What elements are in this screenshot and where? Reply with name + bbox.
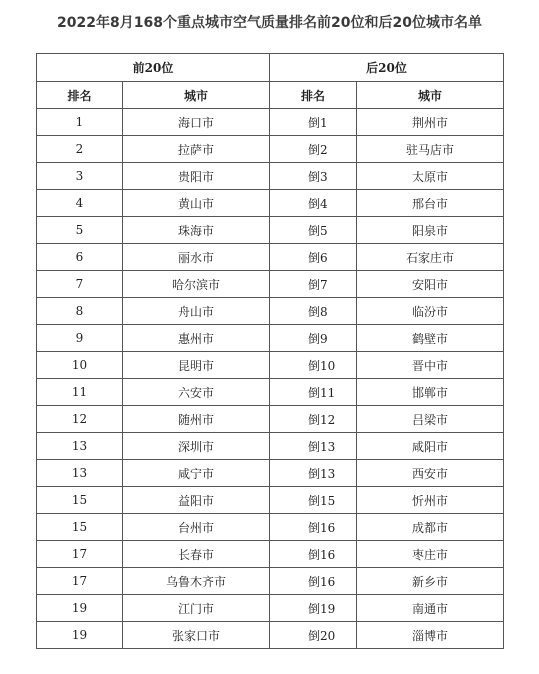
table-row: [37, 379, 504, 406]
table-row: [37, 217, 504, 244]
rank-cell: 5: [37, 217, 123, 244]
rank-cell: 15: [37, 487, 123, 514]
table-row: [37, 352, 504, 379]
city-cell: 黄山市: [123, 190, 270, 217]
back-rank-cell: 倒6: [270, 244, 357, 271]
page-title: 2022年8月168个重点城市空气质量排名前20位和后20位城市名单: [57, 15, 482, 31]
table-body: [37, 109, 504, 649]
table-row: [37, 541, 504, 568]
table-row: [37, 460, 504, 487]
back-rank-cell: 倒8: [270, 298, 357, 325]
rank-cell: 9: [37, 325, 123, 352]
table-row: [37, 514, 504, 541]
back-city-cell: 新乡市: [357, 568, 504, 595]
city-cell: 惠州市: [123, 325, 270, 352]
city-cell: 拉萨市: [123, 136, 270, 163]
table-row: [37, 109, 504, 136]
city-cell: 丽水市: [123, 244, 270, 271]
column-header-rank: 排名: [37, 82, 123, 109]
rank-cell: 1: [37, 109, 123, 136]
column-header-row: [37, 82, 504, 109]
city-cell: 咸宁市: [123, 460, 270, 487]
rank-cell: 11: [37, 379, 123, 406]
table-row: [37, 136, 504, 163]
back-city-cell: 成都市: [357, 514, 504, 541]
city-cell: 珠海市: [123, 217, 270, 244]
back-city-cell: 吕梁市: [357, 406, 504, 433]
rank-cell: 19: [37, 622, 123, 649]
city-cell: 长春市: [123, 541, 270, 568]
back-rank-cell: 倒9: [270, 325, 357, 352]
city-cell: 贵阳市: [123, 163, 270, 190]
back-rank-cell: 倒16: [270, 568, 357, 595]
ranking-table: [36, 53, 504, 649]
rank-cell: 12: [37, 406, 123, 433]
back-rank-cell: 倒16: [270, 514, 357, 541]
table-row: [37, 487, 504, 514]
table-row: [37, 595, 504, 622]
city-cell: 台州市: [123, 514, 270, 541]
city-cell: 随州市: [123, 406, 270, 433]
back-rank-cell: 倒2: [270, 136, 357, 163]
table-row: [37, 406, 504, 433]
back-city-cell: 枣庄市: [357, 541, 504, 568]
back-rank-cell: 倒7: [270, 271, 357, 298]
city-cell: 张家口市: [123, 622, 270, 649]
back-city-cell: 临汾市: [357, 298, 504, 325]
rank-cell: 10: [37, 352, 123, 379]
city-cell: 舟山市: [123, 298, 270, 325]
back-rank-cell: 倒3: [270, 163, 357, 190]
rank-cell: 3: [37, 163, 123, 190]
back-rank-cell: 倒16: [270, 541, 357, 568]
back-rank-cell: 倒10: [270, 352, 357, 379]
group-header-front: 前20位: [37, 54, 270, 82]
column-header-back-rank: 排名: [270, 82, 357, 109]
back-rank-cell: 倒15: [270, 487, 357, 514]
table-row: [37, 244, 504, 271]
table-row: [37, 190, 504, 217]
back-city-cell: 鹤壁市: [357, 325, 504, 352]
back-city-cell: 太原市: [357, 163, 504, 190]
rank-cell: 13: [37, 460, 123, 487]
back-city-cell: 邢台市: [357, 190, 504, 217]
rank-cell: 7: [37, 271, 123, 298]
rank-cell: 17: [37, 541, 123, 568]
back-city-cell: 忻州市: [357, 487, 504, 514]
column-header-city: 城市: [123, 82, 270, 109]
table-row: [37, 568, 504, 595]
table-row: [37, 271, 504, 298]
back-city-cell: 驻马店市: [357, 136, 504, 163]
back-rank-cell: 倒19: [270, 595, 357, 622]
city-cell: 六安市: [123, 379, 270, 406]
city-cell: 深圳市: [123, 433, 270, 460]
back-rank-cell: 倒12: [270, 406, 357, 433]
back-rank-cell: 倒20: [270, 622, 357, 649]
column-header-back-city: 城市: [357, 82, 504, 109]
rank-cell: 8: [37, 298, 123, 325]
city-cell: 海口市: [123, 109, 270, 136]
back-rank-cell: 倒11: [270, 379, 357, 406]
back-city-cell: 晋中市: [357, 352, 504, 379]
rank-cell: 4: [37, 190, 123, 217]
back-rank-cell: 倒13: [270, 433, 357, 460]
back-rank-cell: 倒5: [270, 217, 357, 244]
back-rank-cell: 倒4: [270, 190, 357, 217]
back-rank-cell: 倒13: [270, 460, 357, 487]
rank-cell: 17: [37, 568, 123, 595]
table-row: [37, 325, 504, 352]
back-city-cell: 南通市: [357, 595, 504, 622]
city-cell: 江门市: [123, 595, 270, 622]
city-cell: 乌鲁木齐市: [123, 568, 270, 595]
back-city-cell: 淄博市: [357, 622, 504, 649]
group-header-back: 后20位: [270, 54, 504, 82]
city-cell: 哈尔滨市: [123, 271, 270, 298]
group-header-row: [37, 54, 504, 82]
rank-cell: 2: [37, 136, 123, 163]
back-city-cell: 阳泉市: [357, 217, 504, 244]
back-city-cell: 西安市: [357, 460, 504, 487]
back-city-cell: 咸阳市: [357, 433, 504, 460]
back-city-cell: 邯郸市: [357, 379, 504, 406]
back-city-cell: 安阳市: [357, 271, 504, 298]
back-rank-cell: 倒1: [270, 109, 357, 136]
city-cell: 益阳市: [123, 487, 270, 514]
back-city-cell: 石家庄市: [357, 244, 504, 271]
rank-cell: 19: [37, 595, 123, 622]
rank-cell: 15: [37, 514, 123, 541]
back-city-cell: 荆州市: [357, 109, 504, 136]
table-row: [37, 622, 504, 649]
table-row: [37, 298, 504, 325]
table-row: [37, 163, 504, 190]
table-row: [37, 433, 504, 460]
rank-cell: 6: [37, 244, 123, 271]
rank-cell: 13: [37, 433, 123, 460]
city-cell: 昆明市: [123, 352, 270, 379]
